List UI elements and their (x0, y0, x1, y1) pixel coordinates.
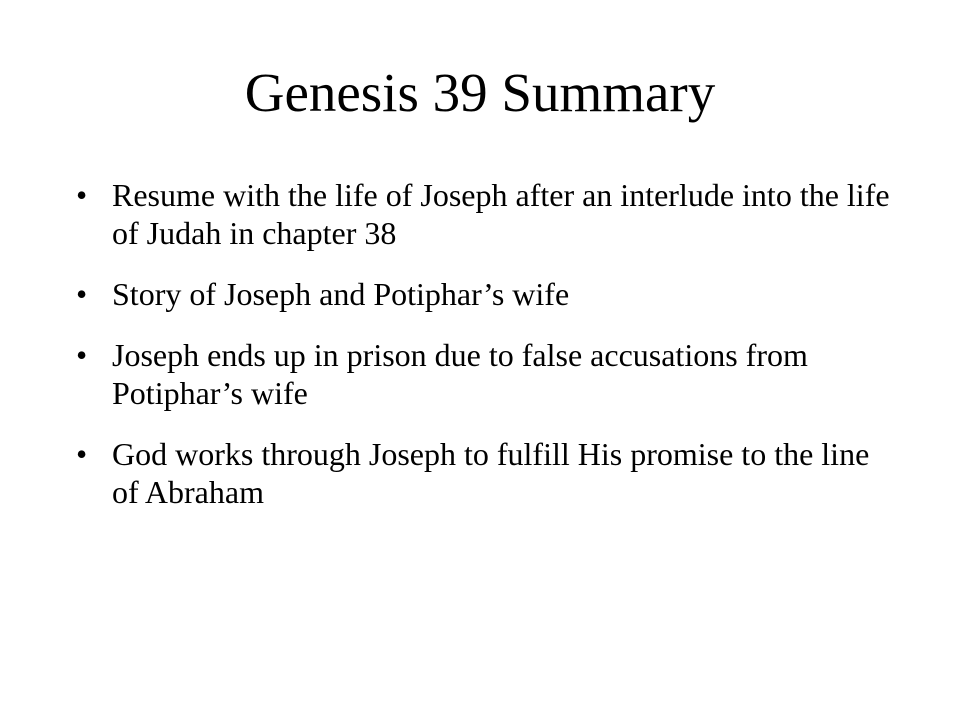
bullet-text: Resume with the life of Joseph after an interlude into the life of Judah in chapter 38 (112, 177, 890, 251)
bullet-icon: • (76, 337, 88, 373)
bullet-list (72, 176, 902, 534)
bullet-text: Joseph ends up in prison due to false accusations from Potiphar’s wife (112, 337, 808, 411)
bullet-text: God works through Joseph to fulfill His promise to the line of Abraham (112, 436, 870, 510)
bullet-icon: • (76, 177, 88, 213)
bullet-item (72, 336, 902, 412)
bullet-text: Story of Joseph and Potiphar’s wife (112, 276, 570, 312)
bullet-icon: • (76, 276, 88, 312)
bullet-item (72, 176, 902, 252)
bullet-item (72, 275, 902, 313)
bullet-item (72, 435, 902, 511)
bullet-icon: • (76, 436, 88, 472)
slide-title: Genesis 39 Summary (244, 62, 716, 123)
